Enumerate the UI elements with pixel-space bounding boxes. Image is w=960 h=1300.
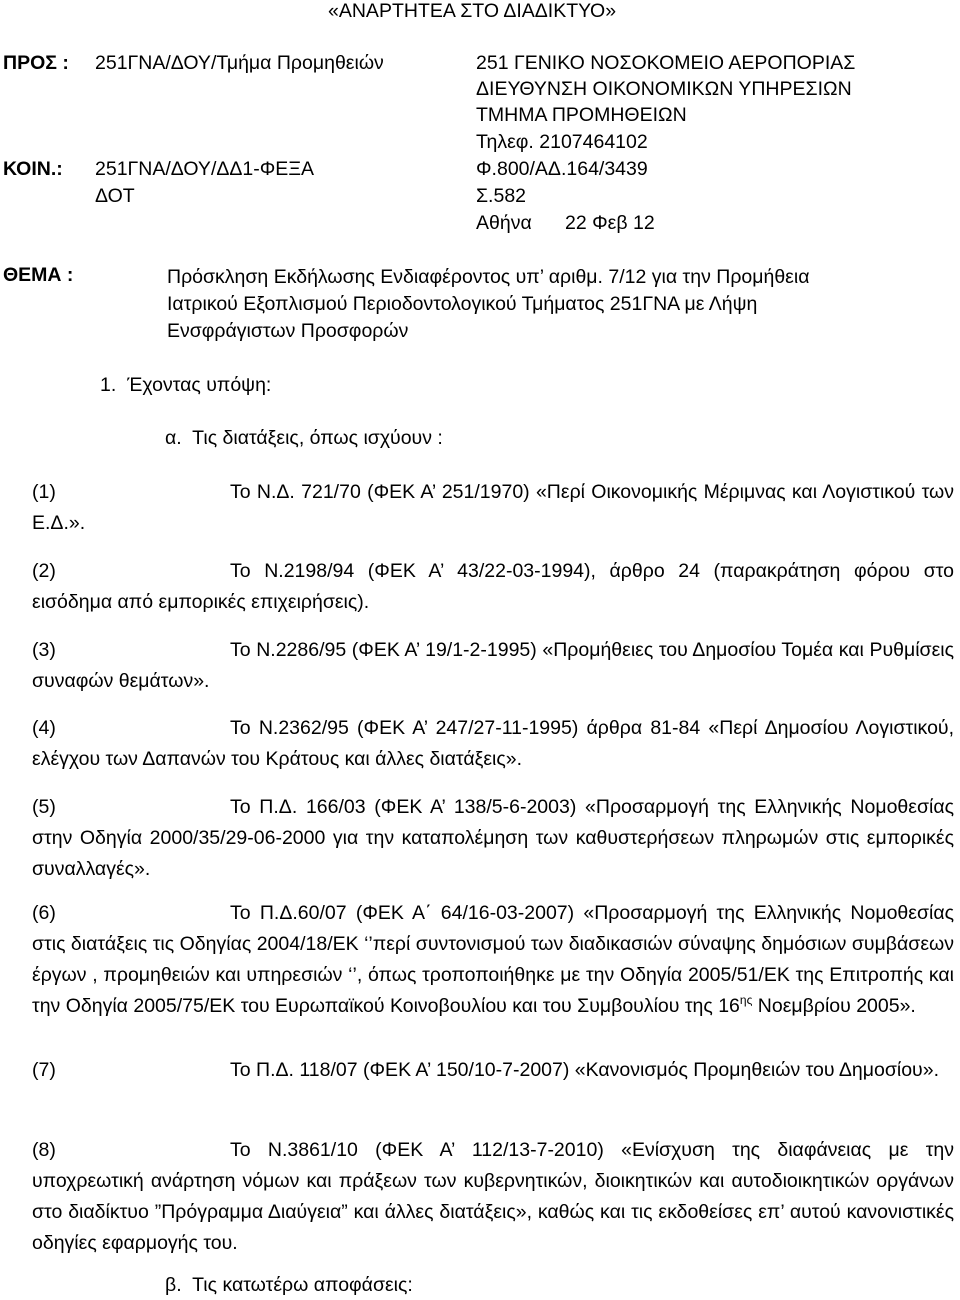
list-item	[32, 898, 954, 1022]
document-title: «ΑΝΑΡΤΗΤΕΑ ΣΤΟ ΔΙΑΔΙΚΤΥΟ»	[328, 0, 617, 22]
item-number: (8)	[32, 1139, 56, 1161]
item-text: Το Π.Δ.60/07 (ΦΕΚ Α΄ 64/16-03-2007) «Προσαρμογή της Ελληνικής Νομοθεσίας στις διατάξεις τις Οδηγίας 2004/18/ΕΚ ‘’περί συντονισμού των διαδικασιών σύναψης δημόσιων συμβάσεων έργων , προμηθειών και υπηρεσιών ‘’, όπως τροποποιήθηκε με την Οδηγία 2005/51/ΕΚ της Επιτροπής και την Οδηγία 2005/75/ΕΚ του Ευρωπαϊκού Κοινοβουλίου και του Συμβουλίου της 16	[32, 902, 954, 1017]
list-item	[32, 713, 954, 775]
subject-line-3: Ενσφράγιστων Προσφορών	[167, 320, 409, 342]
paragraph-b-heading: β. Τις κατωτέρω αποφάσεις:	[165, 1274, 413, 1296]
item-text: Το Ν.2198/94 (ΦΕΚ Α’ 43/22-03-1994), άρθρο 24 (παρακράτηση φόρου στο εισόδημα από εμπορικές επιχειρήσεις).	[32, 560, 954, 613]
subject-label: ΘΕΜΑ :	[3, 264, 74, 286]
item-number: (1)	[32, 481, 56, 503]
list-item	[32, 1135, 954, 1259]
cc-label: ΚΟΙΝ.:	[3, 158, 63, 180]
paragraph-a-heading: α. Τις διατάξεις, όπως ισχύουν :	[165, 427, 443, 449]
document-date: 22 Φεβ 12	[565, 212, 655, 234]
sender-line-1: 251 ΓΕΝΙΚΟ ΝΟΣΟΚΟΜΕΙΟ ΑΕΡΟΠΟΡΙΑΣ	[476, 52, 856, 74]
subject-line-1: Πρόσκληση Εκδήλωσης Ενδιαφέροντος υπ’ αριθμ. 7/12 για την Προμήθεια	[167, 266, 810, 288]
to-value: 251ΓΝΑ/ΔΟΥ/Τμήμα Προμηθειών	[95, 52, 384, 74]
cc-value-1: 251ΓΝΑ/ΔΟΥ/ΔΔ1-ΦΕΞΑ	[95, 158, 314, 180]
item-number: (4)	[32, 717, 56, 739]
item-text: Το Ν.Δ. 721/70 (ΦΕΚ Α’ 251/1970) «Περί Οικονομικής Μέριμνας και Λογιστικού των Ε.Δ.».	[32, 481, 954, 534]
ordinal-superscript: ης	[739, 993, 753, 1007]
item-text: Το Ν.2286/95 (ΦΕΚ Α’ 19/1-2-1995) «Προμήθειες του Δημοσίου Τομέα και Ρυθμίσεις συναφών θεμάτων».	[32, 639, 954, 692]
item-text: Το Π.Δ. 166/03 (ΦΕΚ Α’ 138/5-6-2003) «Προσαρμογή της Ελληνικής Νομοθεσίας στην Οδηγία 2000/35/29-06-2000 για την καταπολέμηση των καθυστερήσεων πληρωμών στις εμπορικές συναλλαγές».	[32, 796, 954, 880]
sender-phone: Τηλεφ. 2107464102	[476, 131, 648, 153]
item-number: (2)	[32, 560, 56, 582]
item-text: Το Ν.2362/95 (ΦΕΚ Α’ 247/27-11-1995) άρθρα 81-84 «Περί Δημοσίου Λογιστικού, ελέγχου των Δαπανών του Κράτους και άλλες διατάξεις».	[32, 717, 954, 770]
sender-place: Αθήνα	[476, 212, 532, 234]
file-number: Φ.800/ΑΔ.164/3439	[476, 158, 648, 180]
serial-number: Σ.582	[476, 185, 527, 207]
item-number: (6)	[32, 902, 56, 924]
item-number: (7)	[32, 1059, 56, 1081]
list-item	[32, 792, 954, 885]
list-item	[32, 1055, 954, 1086]
list-item	[32, 477, 954, 539]
item-text: Το Π.Δ. 118/07 (ΦΕΚ Α’ 150/10-7-2007) «Κανονισμός Προμηθειών του Δημοσίου».	[230, 1059, 939, 1081]
item-number: (3)	[32, 639, 56, 661]
sender-line-3: ΤΜΗΜΑ ΠΡΟΜΗΘΕΙΩΝ	[476, 104, 687, 126]
paragraph-1-heading: 1. Έχοντας υπόψη:	[100, 374, 272, 396]
item-text: Το Ν.3861/10 (ΦΕΚ Α’ 112/13-7-2010) «Ενίσχυση της διαφάνειας με την υποχρεωτική ανάρτηση νόμων και πράξεων των κυβερνητικών, διοικητικών και αυτοδιοικητικών οργάνων στο διαδίκτυο ”Πρόγραμμα Διαύγεια” και άλλες διατάξεις», καθώς και τις εκδοθείσες επ’ αυτού κανονιστικές οδηγίες εφαρμογής του.	[32, 1139, 954, 1254]
cc-value-2: ΔΟΤ	[95, 185, 135, 207]
list-item	[32, 556, 954, 618]
item-number: (5)	[32, 796, 56, 818]
sender-line-2: ΔΙΕΥΘΥΝΣΗ ΟΙΚΟΝΟΜΙΚΩΝ ΥΠΗΡΕΣΙΩΝ	[476, 78, 852, 100]
to-label: ΠΡΟΣ :	[3, 52, 69, 74]
list-item	[32, 635, 954, 697]
item-text-tail: Νοεμβρίου 2005».	[752, 995, 916, 1017]
subject-line-2: Ιατρικού Εξοπλισμού Περιοδοντολογικού Τμήματος 251ΓΝΑ με Λήψη	[167, 293, 758, 315]
